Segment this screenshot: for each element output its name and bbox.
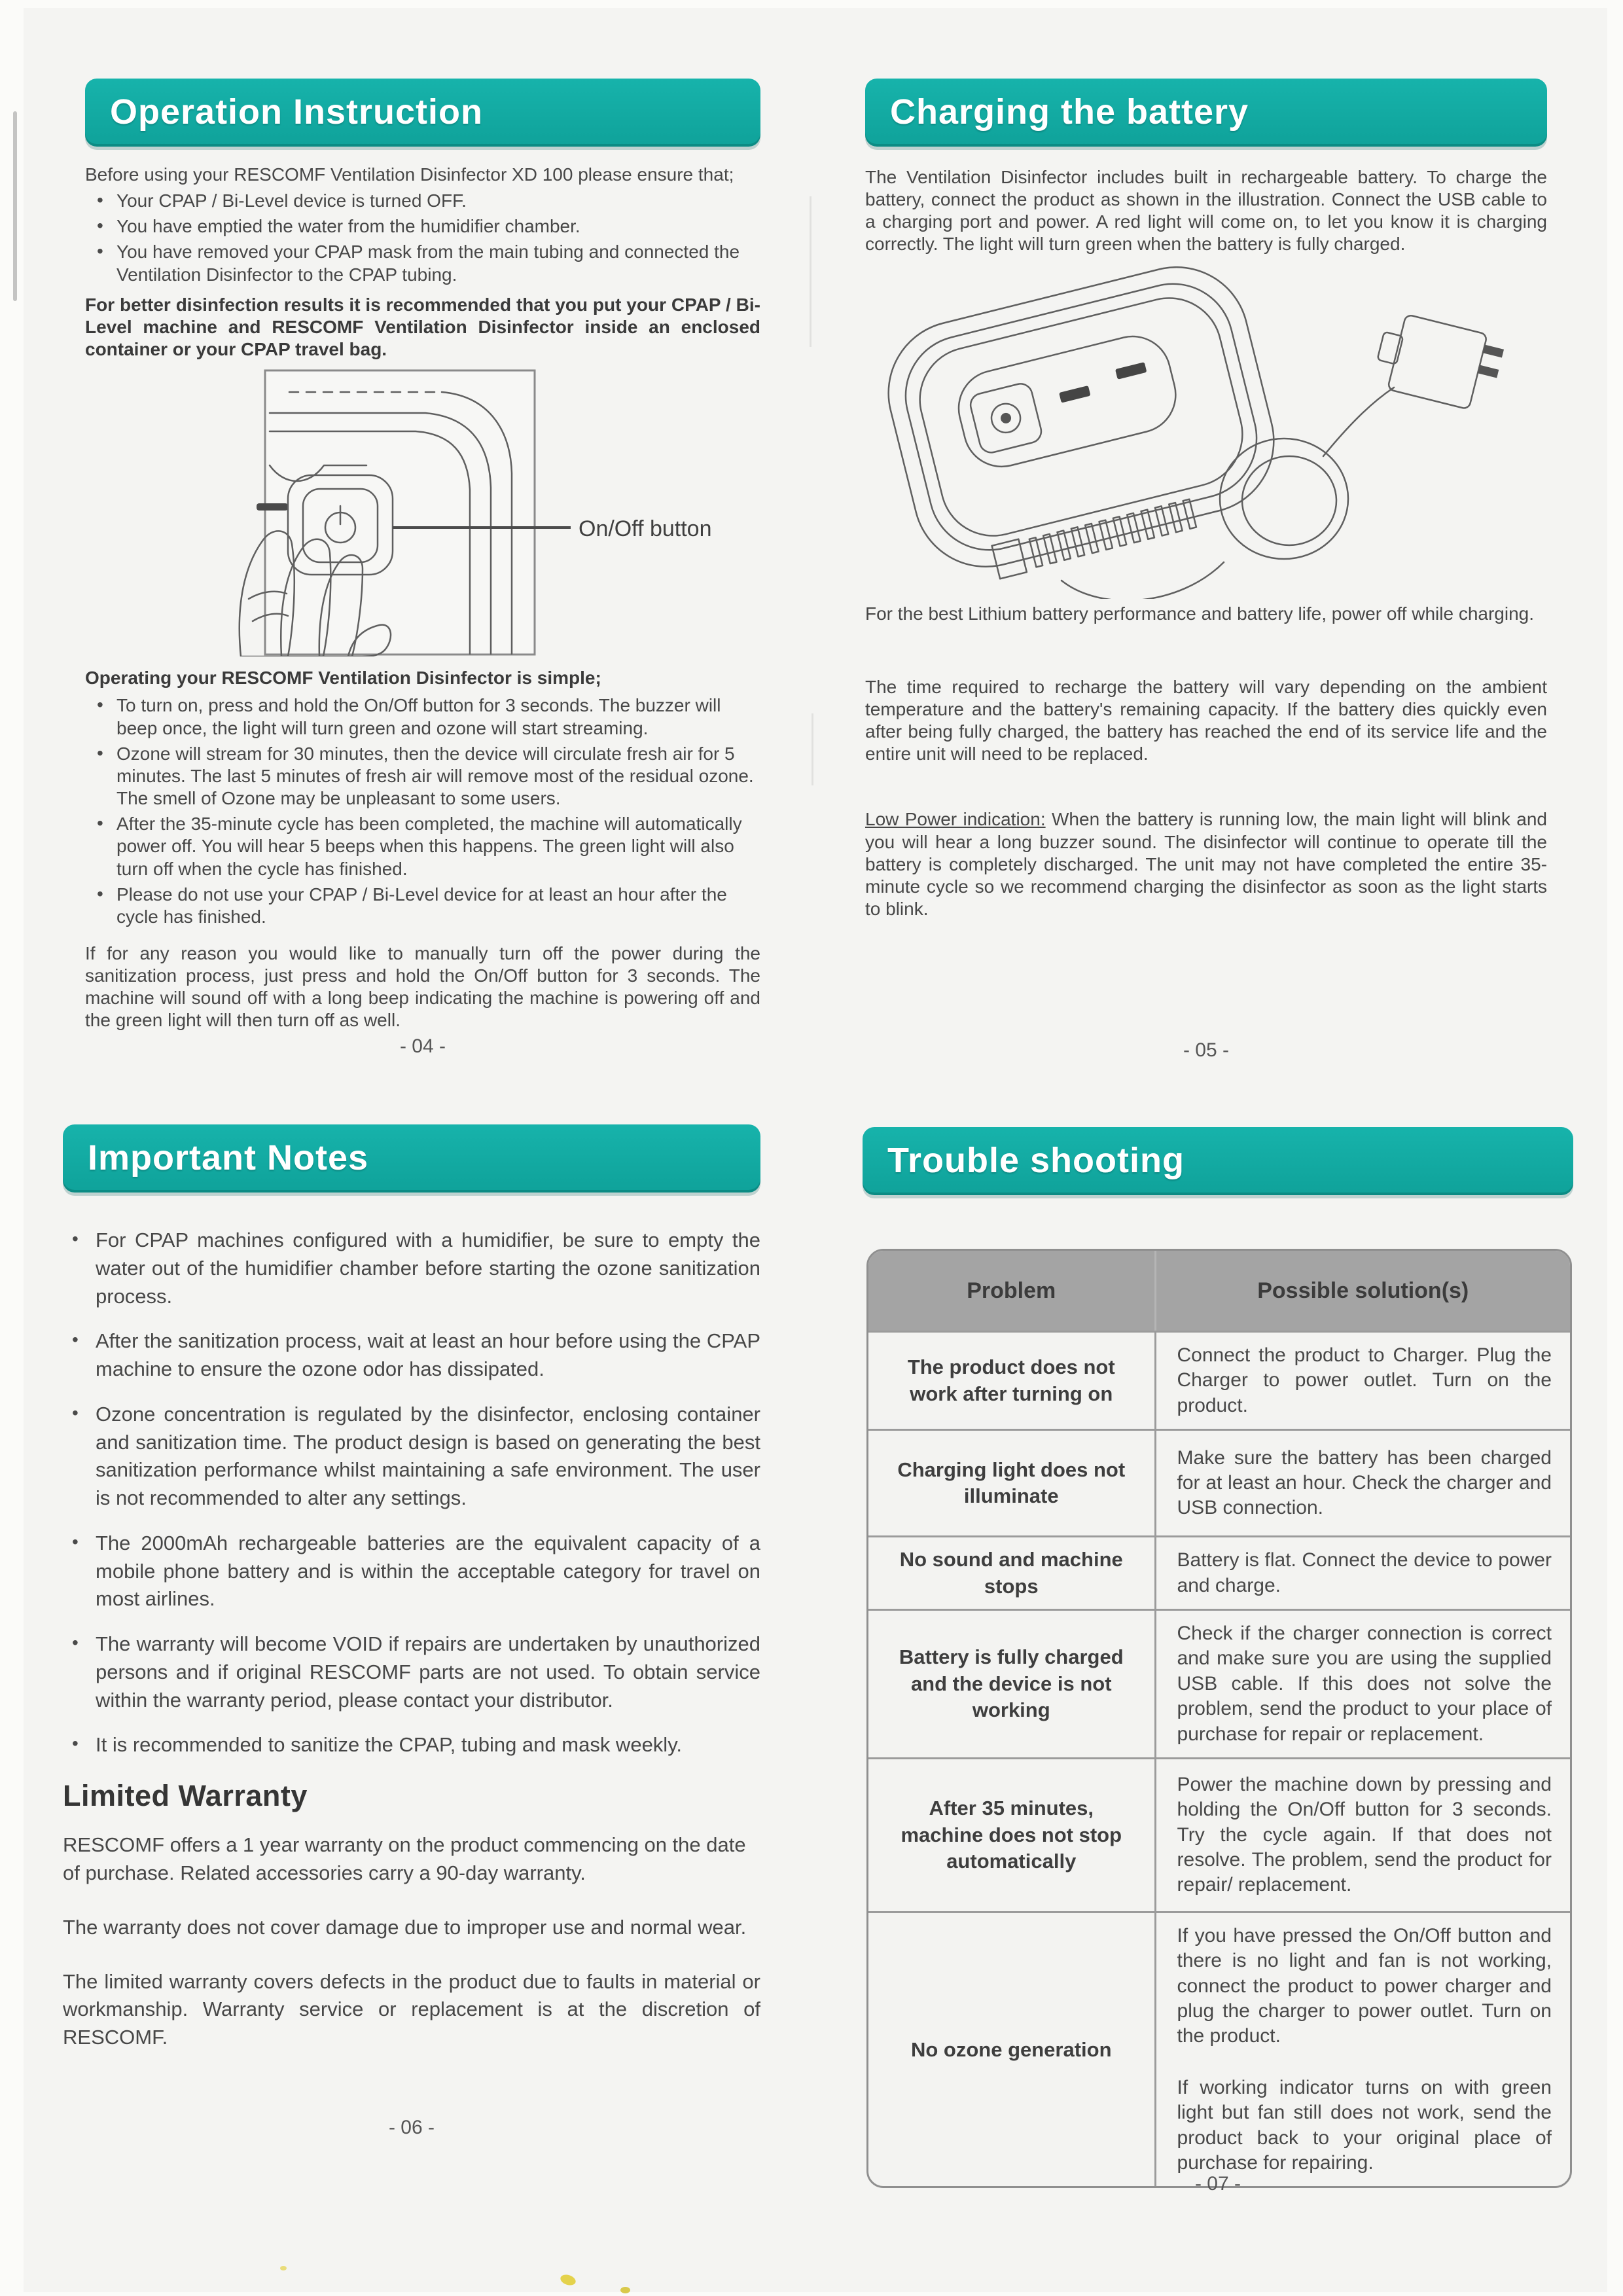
- important-notes-list: [65, 1227, 760, 1759]
- low-power-indication: [865, 808, 1547, 920]
- list-item: • Your CPAP / Bi-Level device is turned OFF.: [92, 190, 760, 212]
- section-charging-battery: [865, 79, 1548, 1061]
- table-header-row: [868, 1251, 1570, 1331]
- solution-cell: [1156, 1537, 1570, 1609]
- list-item: • After the 35-minute cycle has been completed, the machine will automatically power off. You will hear 5 beeps when this happens. The green light will also turn off when the cycle has finished.: [92, 813, 760, 880]
- section-header-charging: [865, 79, 1547, 147]
- solution-cell: [1156, 1759, 1570, 1911]
- solution-text: Power the machine down by pressing and holding the On/Off button for 3 seconds. Try the cycle again. If that does not resolve. The problem, send the product for repair/ replacement.: [1177, 1773, 1552, 1896]
- section-header-notes: [63, 1124, 760, 1193]
- control-panel: [951, 328, 1184, 474]
- solution-cell: [1156, 1431, 1570, 1535]
- column-header-problem: Problem: [868, 1251, 1156, 1331]
- table-row: [868, 1331, 1570, 1429]
- list-item: • It is recommended to sanitize the CPAP, tubing and mask weekly.: [65, 1731, 760, 1759]
- section-trouble-shooting: [863, 1127, 1573, 2195]
- operating-steps: [92, 694, 760, 928]
- list-item: • You have emptied the water from the humidifier chamber.: [92, 215, 760, 238]
- disinfector-device: [873, 266, 1292, 595]
- warranty-paragraph: The warranty does not cover damage due to improper use and normal wear.: [63, 1915, 747, 1939]
- solution-cell: [1156, 1333, 1570, 1429]
- list-item: • To turn on, press and hold the On/Off button for 3 seconds. The buzzer will beep once, the light will turn green and ozone will start streaming.: [92, 694, 760, 739]
- page-number: - 06 -: [388, 2117, 435, 2138]
- vent-slots: [1029, 499, 1196, 567]
- section-important-notes: [63, 1124, 760, 2138]
- solution-cell: [1156, 1611, 1570, 1757]
- page-number: - 07 -: [1194, 2173, 1241, 2195]
- charging-note-2: The time required to recharge the battery will vary depending on the ambient temperature and the battery's remaining capacity. If the battery dies quickly even after being fully charged, the battery has reached the end of its service life and the entire unit will need to be replaced.: [865, 676, 1547, 764]
- warranty-paragraph: The limited warranty covers defects in the product due to faults in material or workmanship. Warranty service or replacement is at the discretion of RESCOMF.: [63, 1969, 760, 2049]
- device-side-mark: [257, 503, 288, 511]
- section-operation-instruction: [85, 79, 760, 1057]
- table-row: [868, 1757, 1570, 1911]
- solution-text: If you have pressed the On/Off button and there is no light and fan is not working, connect the product to power charger and plug the charger to power outlet. Turn on the product.: [1177, 1924, 1552, 2047]
- list-item: • The 2000mAh rechargeable batteries are the equivalent capacity of a mobile phone battery and is within the acceptable category for travel on most airlines.: [65, 1530, 760, 1613]
- indicator-slot: [1059, 386, 1091, 403]
- table-row: [868, 1609, 1570, 1757]
- section-title: Charging the battery: [890, 92, 1249, 132]
- column-header-solution: Possible solution(s): [1257, 1278, 1469, 1303]
- page-number: - 05 -: [1183, 1039, 1230, 1061]
- plug-prong: [1478, 365, 1499, 378]
- solution-text: Make sure the battery has been charged for at least an hour. Check the charger and USB connection.: [1177, 1446, 1552, 1519]
- on-off-button-illustration: [85, 368, 760, 656]
- plug-prong: [1483, 344, 1504, 357]
- operation-bold-note: For better disinfection results it is recommended that you put your CPAP / Bi-Level machine and RESCOMF Ventilation Disinfector inside an enclosed container or your CPAP travel bag.: [85, 294, 760, 360]
- list-item: • Ozone concentration is regulated by the disinfector, enclosing container and sanitization time. The product design is based on generating the best sanitization performance whilst maintaining a safe environment. The user is not recommended to alter any settings.: [65, 1401, 760, 1513]
- table-row: [868, 1535, 1570, 1609]
- charging-intro: The Ventilation Disinfector includes built in rechargeable battery. To charge the battery, connect the product as shown in the illustration. Connect the USB cable to a charging port and power. A red light will come on, to let you know it is charging correctly. The light will turn green when the battery is fully charged.: [865, 167, 1547, 255]
- low-power-label: Low Power indication:: [865, 809, 1046, 830]
- power-button-dot: [999, 412, 1012, 424]
- power-adapter: [1371, 310, 1507, 414]
- problem-cell: After 35 minutes, machine does not stop automatically: [868, 1759, 1156, 1911]
- problem-cell: No ozone generation: [868, 1913, 1156, 2187]
- warranty-paragraph: RESCOMF offers a 1 year warranty on the product commencing on the date of purchase. Related accessories carry a 90-day warranty.: [63, 1833, 746, 1885]
- section-header-operation: [85, 79, 760, 147]
- list-item: • Please do not use your CPAP / Bi-Level device for at least an hour after the cycle has finished.: [92, 884, 760, 928]
- list-item: • For CPAP machines configured with a humidifier, be sure to empty the water out of the humidifier chamber before starting the ozone sanitization process.: [65, 1227, 760, 1310]
- scan-speck: [280, 2266, 287, 2270]
- operation-checklist: [92, 190, 760, 286]
- operating-heading: Operating your RESCOMF Ventilation Disinfector is simple;: [85, 668, 601, 689]
- limited-warranty-heading: Limited Warranty: [63, 1779, 308, 1813]
- page-number: - 04 -: [399, 1035, 446, 1057]
- problem-cell: Battery is fully charged and the device is not working: [868, 1611, 1156, 1757]
- list-item: • You have removed your CPAP mask from the main tubing and connected the Ventilation Disinfector to the CPAP tubing.: [92, 241, 760, 285]
- problem-cell: No sound and machine stops: [868, 1537, 1156, 1609]
- scan-fold-mark: [812, 713, 813, 785]
- list-item: • The warranty will become VOID if repairs are undertaken by unauthorized persons and if original RESCOMF parts are not used. To obtain service within the warranty period, please contact your distributor.: [65, 1630, 760, 1714]
- usb-cable: [1061, 562, 1224, 599]
- list-item: • Ozone will stream for 30 minutes, then the device will circulate fresh air for 5 minutes. The last 5 minutes of fresh air will remove most of the residual ozone. The smell of Ozone may be unpleasant to some users.: [92, 743, 760, 810]
- operation-intro: Before using your RESCOMF Ventilation Disinfector XD 100 please ensure that;: [85, 164, 734, 185]
- figure-label: On/Off button: [579, 516, 712, 542]
- table-row: [868, 1429, 1570, 1535]
- problem-cell: The product does not work after turning on: [868, 1333, 1156, 1429]
- list-item: • After the sanitization process, wait at least an hour before using the CPAP machine to ensure the ozone odor has dissipated.: [65, 1327, 760, 1384]
- indicator-slot: [1115, 362, 1147, 380]
- solution-cell: [1156, 1913, 1570, 2187]
- cable-coil: [1220, 439, 1348, 559]
- table-row: [868, 1911, 1570, 2187]
- usb-cable: [1323, 387, 1394, 456]
- operation-closing: If for any reason you would like to manually turn off the power during the sanitization process, just press and hold the On/Off button for 3 seconds. The machine will sound off with a long beep indicating the machine is powering off and the green light will then turn off as well.: [85, 942, 760, 1031]
- section-title: Operation Instruction: [110, 92, 484, 132]
- charger-connection-illustration: [865, 266, 1547, 599]
- low-power-text: When the battery is running low, the main light will blink and you will hear a long buzzer sound. The disinfector will continue to operate till the battery is completely discharged. The unit may not have completed the entire 35-minute cycle so we recommend charging the disinfector as soon as the light starts to blink.: [865, 809, 1548, 920]
- troubleshooting-table: [866, 1249, 1572, 2188]
- scan-speck: [620, 2287, 630, 2293]
- section-title: Trouble shooting: [887, 1141, 1185, 1180]
- solution-text: Battery is flat. Connect the device to power and charge.: [1177, 1549, 1552, 1596]
- scan-edge-artifact: [13, 111, 17, 301]
- problem-cell: Charging light does not illuminate: [868, 1431, 1156, 1535]
- charging-note-1: For the best Lithium battery performance and battery life, power off while charging.: [865, 603, 1535, 624]
- section-title: Important Notes: [88, 1138, 369, 1177]
- scan-fold-mark: [810, 196, 812, 347]
- section-header-trouble: [863, 1127, 1573, 1195]
- solution-text: Connect the product to Charger. Plug the Charger to power outlet. Turn on the product.: [1177, 1344, 1552, 1416]
- solution-text: Check if the charger connection is correct and make sure you are using the supplied USB cable. If this does not solve the problem, send the product to your place of purchase for repair or replacement.: [1177, 1622, 1552, 1745]
- solution-text: If working indicator turns on with green light but fan still does not work, send the product back to your original place of purchase for repairing.: [1177, 2076, 1552, 2174]
- usb-plug: [992, 539, 1027, 579]
